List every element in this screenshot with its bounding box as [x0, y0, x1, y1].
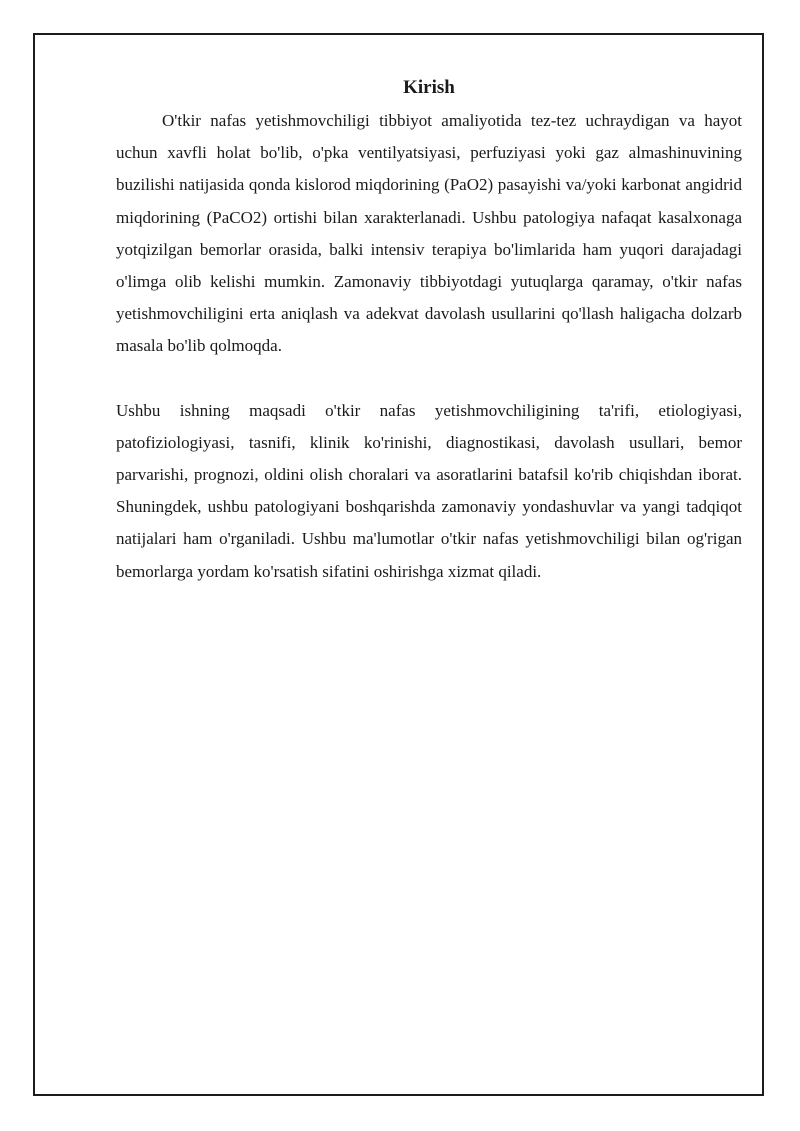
- document-body: [116, 77, 742, 588]
- paragraph-spacer: [116, 363, 742, 395]
- document-title: Kirish: [403, 77, 455, 98]
- purpose-paragraph: Ushbu ishning maqsadi o'tkir nafas yetishmovchiligining ta'rifi, etiologiyasi, patofiziologiyasi, tasnifi, klinik ko'rinishi, diagnostikasi, davolash usullari, bemor parvarishi, prognozi, oldini olish choralari va asoratlarini batafsil ko'rib chiqishdan iborat. Shuningdek, ushbu patologiyani boshqarishda zamonaviy yondashuvlar va yangi tadqiqot natijalari ham o'rganiladi. Ushbu ma'lumotlar o'tkir nafas yetishmovchiligi bilan og'rigan bemorlarga yordam ko'rsatish sifatini oshirishga xizmat qiladi.: [116, 400, 742, 581]
- intro-paragraph: O'tkir nafas yetishmovchiligi tibbiyot amaliyotida tez-tez uchraydigan va hayot uchun xavfli holat bo'lib, o'pka ventilyatsiyasi, perfuziyasi yoki gaz almashinuvining buzilishi natijasida qonda kislorod miqdorining (PaO2) pasayishi va/yoki karbonat angidrid miqdorining (PaCO2) ortishi bilan xarakterlanadi. Ushbu patologiya nafaqat kasalxonaga yotqizilgan bemorlar orasida, balki intensiv terapiya bo'limlarida ham yuqori darajadagi o'limga olib kelishi mumkin. Zamonaviy tibbiyotdagi yutuqlarga qaramay, o'tkir nafas yetishmovchiligini erta aniqlash va adekvat davolash usullarini qo'llash haligacha dolzarb masala bo'lib qolmoqda.: [116, 111, 742, 356]
